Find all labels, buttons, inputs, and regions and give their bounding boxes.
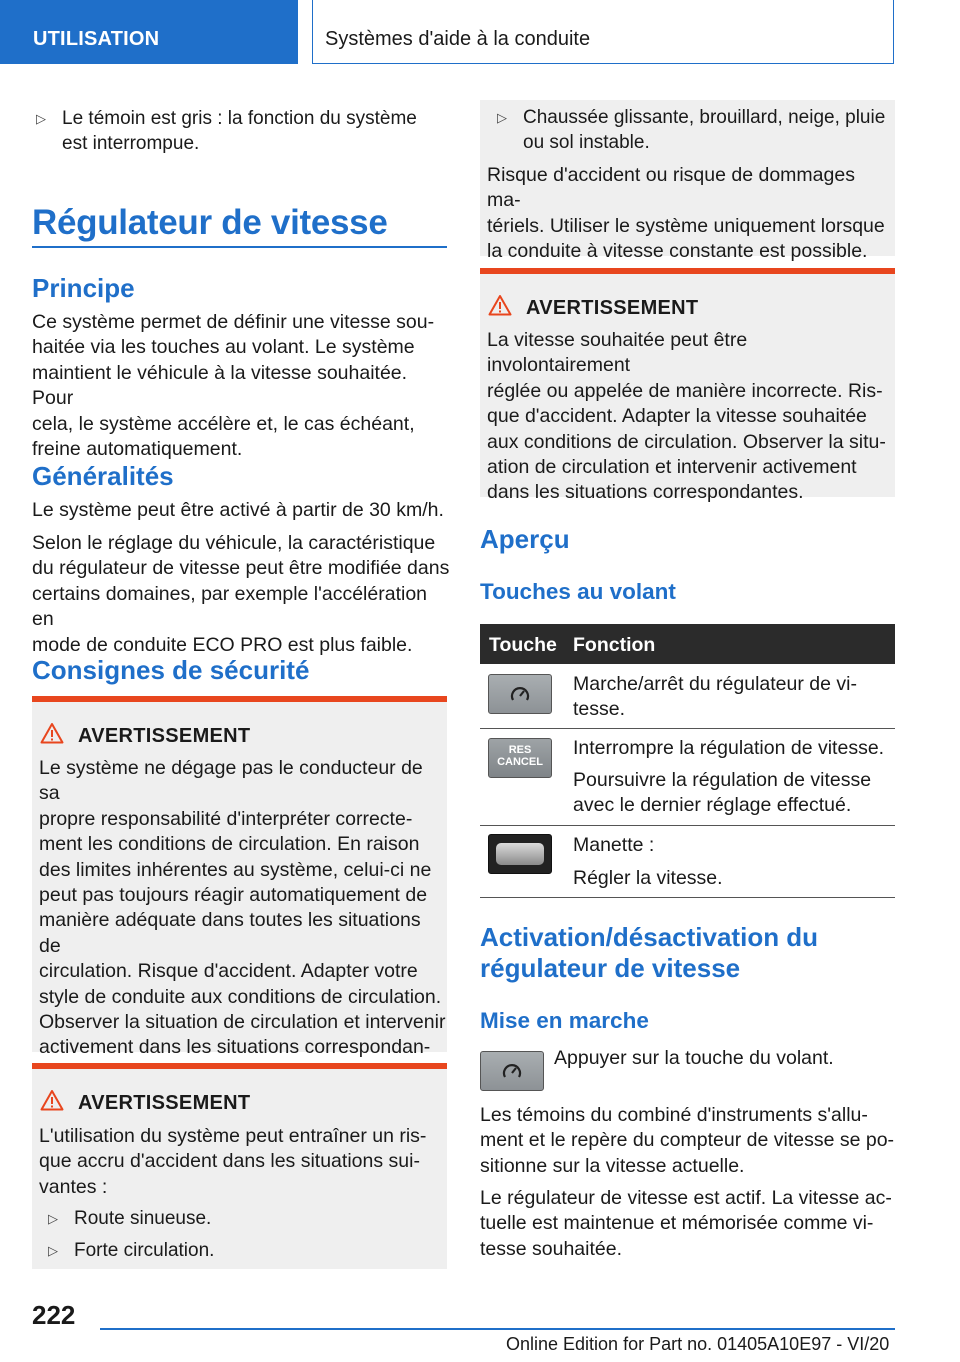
warning-label: AVERTISSEMENT: [78, 725, 251, 747]
row-divider: [480, 825, 895, 826]
text-line: est interrompue.: [62, 133, 200, 154]
text-line: Route sinueuse.: [74, 1208, 212, 1229]
warning-triangle-icon: [40, 722, 64, 744]
text-line: La vitesse souhaitée peut être involontairement: [487, 329, 748, 377]
text-line: Poursuivre la régulation de vitesse: [573, 769, 872, 791]
text-line: la conduite à vitesse constante est possible.: [487, 240, 868, 263]
text-line: avec le dernier réglage effectué.: [573, 794, 852, 817]
text-line: cela, le système accélère et, le cas échéant,: [32, 412, 415, 435]
text-line: ou sol instable.: [523, 132, 650, 153]
text-line: Chaussée glissante, brouillard, neige, pluie: [523, 107, 886, 128]
text-line: certains domaines, par exemple l'accélération en: [32, 582, 428, 631]
triangle-bullet-icon: ▷: [48, 1243, 58, 1258]
warning-2-text: [39, 1124, 447, 1200]
text-line: aux conditions de circulation. Observer la situ-: [487, 430, 886, 453]
continuation-text: [487, 163, 892, 265]
chapter-tab: [312, 0, 894, 64]
press-key-text: Appuyer sur la touche du volant.: [554, 1047, 834, 1069]
text-line: Régler la vitesse.: [573, 867, 723, 889]
text-line: L'utilisation du système peut entraîner un ris-: [39, 1125, 427, 1147]
speedometer-icon: [489, 675, 551, 713]
col-header-touche: Touche: [489, 634, 557, 656]
heading-mise-en-marche: Mise en marche: [480, 1008, 649, 1033]
text-line: du régulateur de vitesse peut être modifiée dans: [32, 557, 450, 580]
triangle-bullet-icon: ▷: [48, 1211, 58, 1226]
principe-text: [32, 310, 452, 462]
text-line: Activation/désactivation du: [480, 922, 819, 952]
text-line: ment les conditions de circulation. En raison: [39, 833, 420, 856]
text-line: Les témoins du combiné d'instruments s'allu-: [480, 1104, 868, 1126]
table-row: [573, 736, 893, 761]
activation-p1: [480, 1103, 895, 1179]
text-line: Manette :: [573, 834, 655, 856]
row-divider: [480, 897, 895, 898]
text-line: que d'accident. Adapter la vitesse souhaitée: [487, 405, 867, 428]
warning-3-text: [487, 328, 892, 506]
warning-label: AVERTISSEMENT: [78, 1092, 251, 1114]
warning-label: AVERTISSEMENT: [526, 297, 699, 319]
heading-consignes: Consignes de sécurité: [32, 655, 310, 685]
text-line: réglée ou appelée de manière incorrecte. Ris-: [487, 379, 883, 402]
cruise-control-key: [480, 1051, 544, 1091]
table-header: [480, 624, 895, 664]
text-line: style de conduite aux conditions de circulation.: [39, 985, 442, 1008]
col-header-fonction: Fonction: [573, 634, 656, 656]
activation-p2: [480, 1186, 895, 1262]
footer-rule: [100, 1328, 895, 1330]
text-line: haitée via les touches au volant. Le système: [32, 336, 415, 359]
text-line: Selon le réglage du véhicule, la caractéristique: [32, 532, 436, 554]
heading-activation: [480, 922, 818, 984]
text-line: que accru d'accident dans les situations sui-: [39, 1150, 420, 1173]
text-line: freine automatiquement.: [32, 438, 243, 461]
edition-text: Online Edition for Part no. 01405A10E97 - VI/20: [506, 1334, 890, 1354]
section-tab: [0, 0, 298, 64]
heading-principe: Principe: [32, 273, 135, 303]
text-line: vantes :: [39, 1175, 108, 1198]
text-line: régulateur de vitesse: [480, 953, 741, 983]
warning-triangle-icon: [488, 294, 512, 316]
text-line: Le régulateur de vitesse est actif. La vitesse ac-: [480, 1187, 892, 1209]
warning-triangle-icon: [40, 1089, 64, 1111]
text-line: Observer la situation de circulation et intervenir: [39, 1011, 446, 1034]
rocker-switch-key: [488, 834, 552, 874]
text-line: Le système ne dégage pas le conducteur de sa: [39, 757, 423, 805]
text-line: activement dans les situations correspondan-: [39, 1036, 431, 1059]
text-line: tesse.: [573, 698, 626, 721]
triangle-bullet-icon: ▷: [36, 111, 46, 126]
text-line: tériels. Utiliser le système uniquement lorsque: [487, 214, 885, 237]
generalites-p2: [32, 531, 452, 658]
triangle-bullet-icon: ▷: [497, 110, 507, 125]
text-line: tuelle est maintenue et mémorisée comme vi-: [480, 1212, 874, 1235]
table-row: [573, 672, 893, 723]
section-title: UTILISATION: [33, 28, 160, 50]
page-number: 222: [32, 1300, 76, 1330]
text-line: circulation. Risque d'accident. Adapter votre: [39, 960, 418, 983]
res-cancel-key: [488, 738, 552, 778]
chapter-title: Systèmes d'aide à la conduite: [325, 28, 591, 50]
table-row: [573, 833, 893, 858]
warning-1-text: [39, 756, 447, 1086]
row-divider: [480, 728, 895, 729]
text-line: sitionne sur la vitesse actuelle.: [480, 1154, 745, 1177]
text-line: ment et le repère du compteur de vitesse se po-: [480, 1129, 895, 1152]
generalites-p1: Le système peut être activé à partir de 30 km/h.: [32, 499, 444, 521]
heading-apercu: Aperçu: [480, 524, 570, 554]
page-title: Régulateur de vitesse: [32, 203, 388, 242]
text-line: tesse souhaitée.: [480, 1237, 623, 1260]
table-row-extra: [573, 866, 893, 891]
key-label-line: RES: [508, 744, 532, 756]
cruise-control-key: [488, 674, 552, 714]
key-label-line: CANCEL: [497, 756, 543, 768]
text-line: dans les situations correspondantes.: [487, 481, 804, 504]
heading-touches: Touches au volant: [480, 579, 676, 604]
table-row-extra: [573, 768, 893, 819]
text-line: ation de circulation et intervenir activement: [487, 456, 857, 479]
text-line: Interrompre la régulation de vitesse.: [573, 737, 885, 759]
speedometer-icon: [481, 1052, 543, 1090]
heading-generalites: Généralités: [32, 461, 174, 491]
text-line: maintient le véhicule à la vitesse souhaitée. Pour: [32, 361, 408, 410]
text-line: Risque d'accident ou risque de dommages ma-: [487, 164, 855, 212]
key-label: [489, 744, 551, 768]
text-line: Forte circulation.: [74, 1240, 215, 1261]
text-line: Le témoin est gris : la fonction du système: [62, 108, 417, 129]
text-line: manière adéquate dans toutes les situations de: [39, 909, 421, 957]
text-line: Marche/arrêt du régulateur de vi-: [573, 673, 857, 695]
rocker-switch-icon: [496, 843, 544, 865]
text-line: propre responsabilité d'interpréter correcte-: [39, 807, 413, 830]
text-line: des limites inhérentes au système, celui-ci ne: [39, 858, 432, 881]
title-rule: [32, 246, 447, 248]
text-line: Ce système permet de définir une vitesse sou-: [32, 311, 435, 333]
text-line: mode de conduite ECO PRO est plus faible.: [32, 633, 413, 656]
text-line: peut pas toujours réagir automatiquement de: [39, 884, 428, 907]
